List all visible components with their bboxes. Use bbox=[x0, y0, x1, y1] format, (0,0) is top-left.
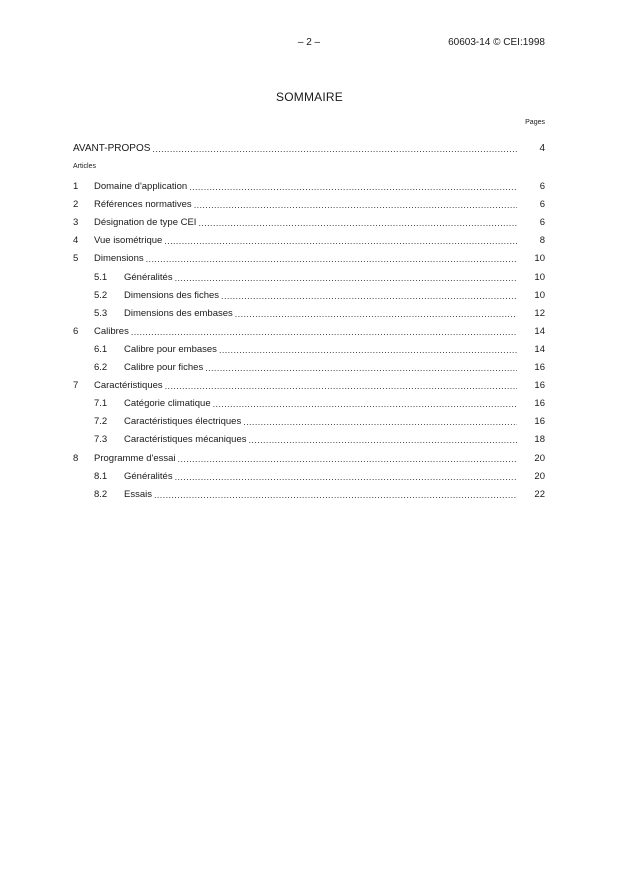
toc-entry-number: 8.2 bbox=[94, 488, 108, 500]
toc-entry-page: 22 bbox=[534, 488, 545, 500]
dot-leader bbox=[235, 308, 517, 320]
toc-entry-page: 20 bbox=[534, 470, 545, 482]
toc-entry-label: Références normatives bbox=[94, 199, 192, 211]
toc-entry-number: 8 bbox=[73, 452, 79, 464]
toc-entry-label: Généralités bbox=[124, 470, 173, 482]
toc-entry-page: 12 bbox=[534, 307, 545, 319]
dot-leader bbox=[219, 344, 517, 356]
dot-leader bbox=[243, 416, 517, 428]
toc-entry[interactable] bbox=[73, 432, 545, 446]
toc-entry-label: Caractéristiques mécaniques bbox=[124, 434, 247, 446]
toc-entry-label: Caractéristiques bbox=[94, 380, 163, 392]
toc-entry-page: 6 bbox=[539, 199, 545, 211]
dot-leader bbox=[194, 199, 517, 211]
toc-entry-label: Calibres bbox=[94, 325, 129, 337]
dot-leader bbox=[131, 326, 517, 338]
toc-entry-label: Caractéristiques électriques bbox=[124, 416, 242, 428]
dot-leader bbox=[189, 181, 517, 193]
toc-entry[interactable] bbox=[73, 360, 545, 374]
toc-entry-number: 5.2 bbox=[94, 289, 108, 301]
page-number: – 2 – bbox=[297, 37, 321, 48]
dot-leader bbox=[213, 398, 517, 410]
toc-entry[interactable] bbox=[73, 342, 545, 356]
toc-entry-page: 20 bbox=[534, 452, 545, 464]
toc-entry-number: 1 bbox=[73, 181, 79, 192]
toc-entry[interactable] bbox=[73, 324, 545, 338]
toc-entry-label: Programme d'essai bbox=[94, 452, 176, 464]
toc-entry-page: 16 bbox=[534, 362, 545, 373]
dot-leader bbox=[175, 471, 517, 483]
toc-entry-page: 14 bbox=[534, 343, 545, 355]
toc-entry[interactable] bbox=[73, 251, 545, 265]
toc-entry-page: 10 bbox=[534, 289, 545, 301]
toc-entry-label: Catégorie climatique bbox=[124, 398, 211, 410]
toc-entry[interactable] bbox=[73, 270, 545, 284]
toc-entry-page: 16 bbox=[534, 398, 545, 410]
toc-entry-number: 6.2 bbox=[94, 362, 108, 373]
toc-entry-number: 7 bbox=[73, 380, 79, 392]
dot-leader bbox=[249, 434, 517, 446]
toc-entry-label: Domaine d'application bbox=[94, 181, 188, 192]
dot-leader bbox=[178, 453, 517, 465]
toc-entry-page: 4 bbox=[539, 143, 545, 154]
toc-entry[interactable] bbox=[73, 215, 545, 229]
toc-entry[interactable] bbox=[73, 414, 545, 428]
toc-entry-page: 16 bbox=[534, 380, 545, 392]
toc-entry-page: 18 bbox=[534, 434, 545, 446]
toc-entry-label: Calibre pour fiches bbox=[124, 362, 204, 373]
toc-entry[interactable] bbox=[73, 288, 545, 302]
articles-label: Articles bbox=[73, 163, 96, 170]
toc-entry-label: Désignation de type CEI bbox=[94, 217, 197, 229]
toc-entry-number: 6.1 bbox=[94, 343, 108, 355]
toc-entry-number: 5 bbox=[73, 253, 79, 265]
dot-leader bbox=[205, 362, 517, 374]
toc-entry-number: 2 bbox=[73, 199, 79, 211]
toc-entry-number: 4 bbox=[73, 235, 79, 247]
toc-entry-label: Dimensions des fiches bbox=[124, 289, 220, 301]
dot-leader bbox=[198, 217, 517, 229]
toc-title: SOMMAIRE bbox=[276, 90, 343, 104]
toc-entry-number: 5.3 bbox=[94, 307, 108, 319]
toc-entry-number: 5.1 bbox=[94, 271, 108, 283]
toc-entry-number: 7.1 bbox=[94, 398, 108, 410]
toc-entry[interactable] bbox=[73, 197, 545, 211]
toc-entry-number: 7.3 bbox=[94, 434, 108, 446]
toc-entry[interactable] bbox=[73, 451, 545, 465]
toc-entry-foreword[interactable] bbox=[73, 141, 545, 155]
toc-entry-label: Essais bbox=[124, 488, 152, 500]
toc-entry[interactable] bbox=[73, 396, 545, 410]
toc-entry[interactable] bbox=[73, 233, 545, 247]
dot-leader bbox=[146, 253, 517, 265]
toc-entry-label: Dimensions bbox=[94, 253, 144, 265]
toc-entry-number: 7.2 bbox=[94, 416, 108, 428]
toc-entry-page: 16 bbox=[534, 416, 545, 428]
toc-entry-page: 6 bbox=[539, 181, 545, 192]
toc-entry[interactable] bbox=[73, 487, 545, 501]
document-reference: 60603-14 © CEI:1998 bbox=[448, 37, 545, 48]
toc-entry-page: 8 bbox=[539, 235, 545, 247]
toc-entry-number: 3 bbox=[73, 217, 79, 229]
toc-entry[interactable] bbox=[73, 378, 545, 392]
toc-entry-page: 6 bbox=[539, 217, 545, 229]
dot-leader bbox=[165, 380, 517, 392]
dot-leader bbox=[164, 235, 517, 247]
toc-entry-label: Calibre pour embases bbox=[124, 343, 217, 355]
dot-leader bbox=[152, 143, 517, 155]
toc-entry-label: Généralités bbox=[124, 271, 173, 283]
dot-leader bbox=[154, 489, 517, 501]
dot-leader bbox=[221, 290, 517, 302]
toc-entry-number: 6 bbox=[73, 325, 79, 337]
toc-entry-label: AVANT-PROPOS bbox=[73, 143, 151, 154]
toc-entry-number: 8.1 bbox=[94, 470, 108, 482]
toc-entry[interactable] bbox=[73, 469, 545, 483]
toc-entry-page: 10 bbox=[534, 253, 545, 265]
toc-entry-label: Dimensions des embases bbox=[124, 307, 233, 319]
dot-leader bbox=[175, 272, 517, 284]
toc-entry-page: 14 bbox=[534, 325, 545, 337]
toc-entry-label: Vue isométrique bbox=[94, 235, 163, 247]
toc-entry[interactable] bbox=[73, 306, 545, 320]
pages-column-label: Pages bbox=[525, 119, 545, 126]
toc-entry-page: 10 bbox=[534, 271, 545, 283]
toc-entry[interactable] bbox=[73, 179, 545, 193]
